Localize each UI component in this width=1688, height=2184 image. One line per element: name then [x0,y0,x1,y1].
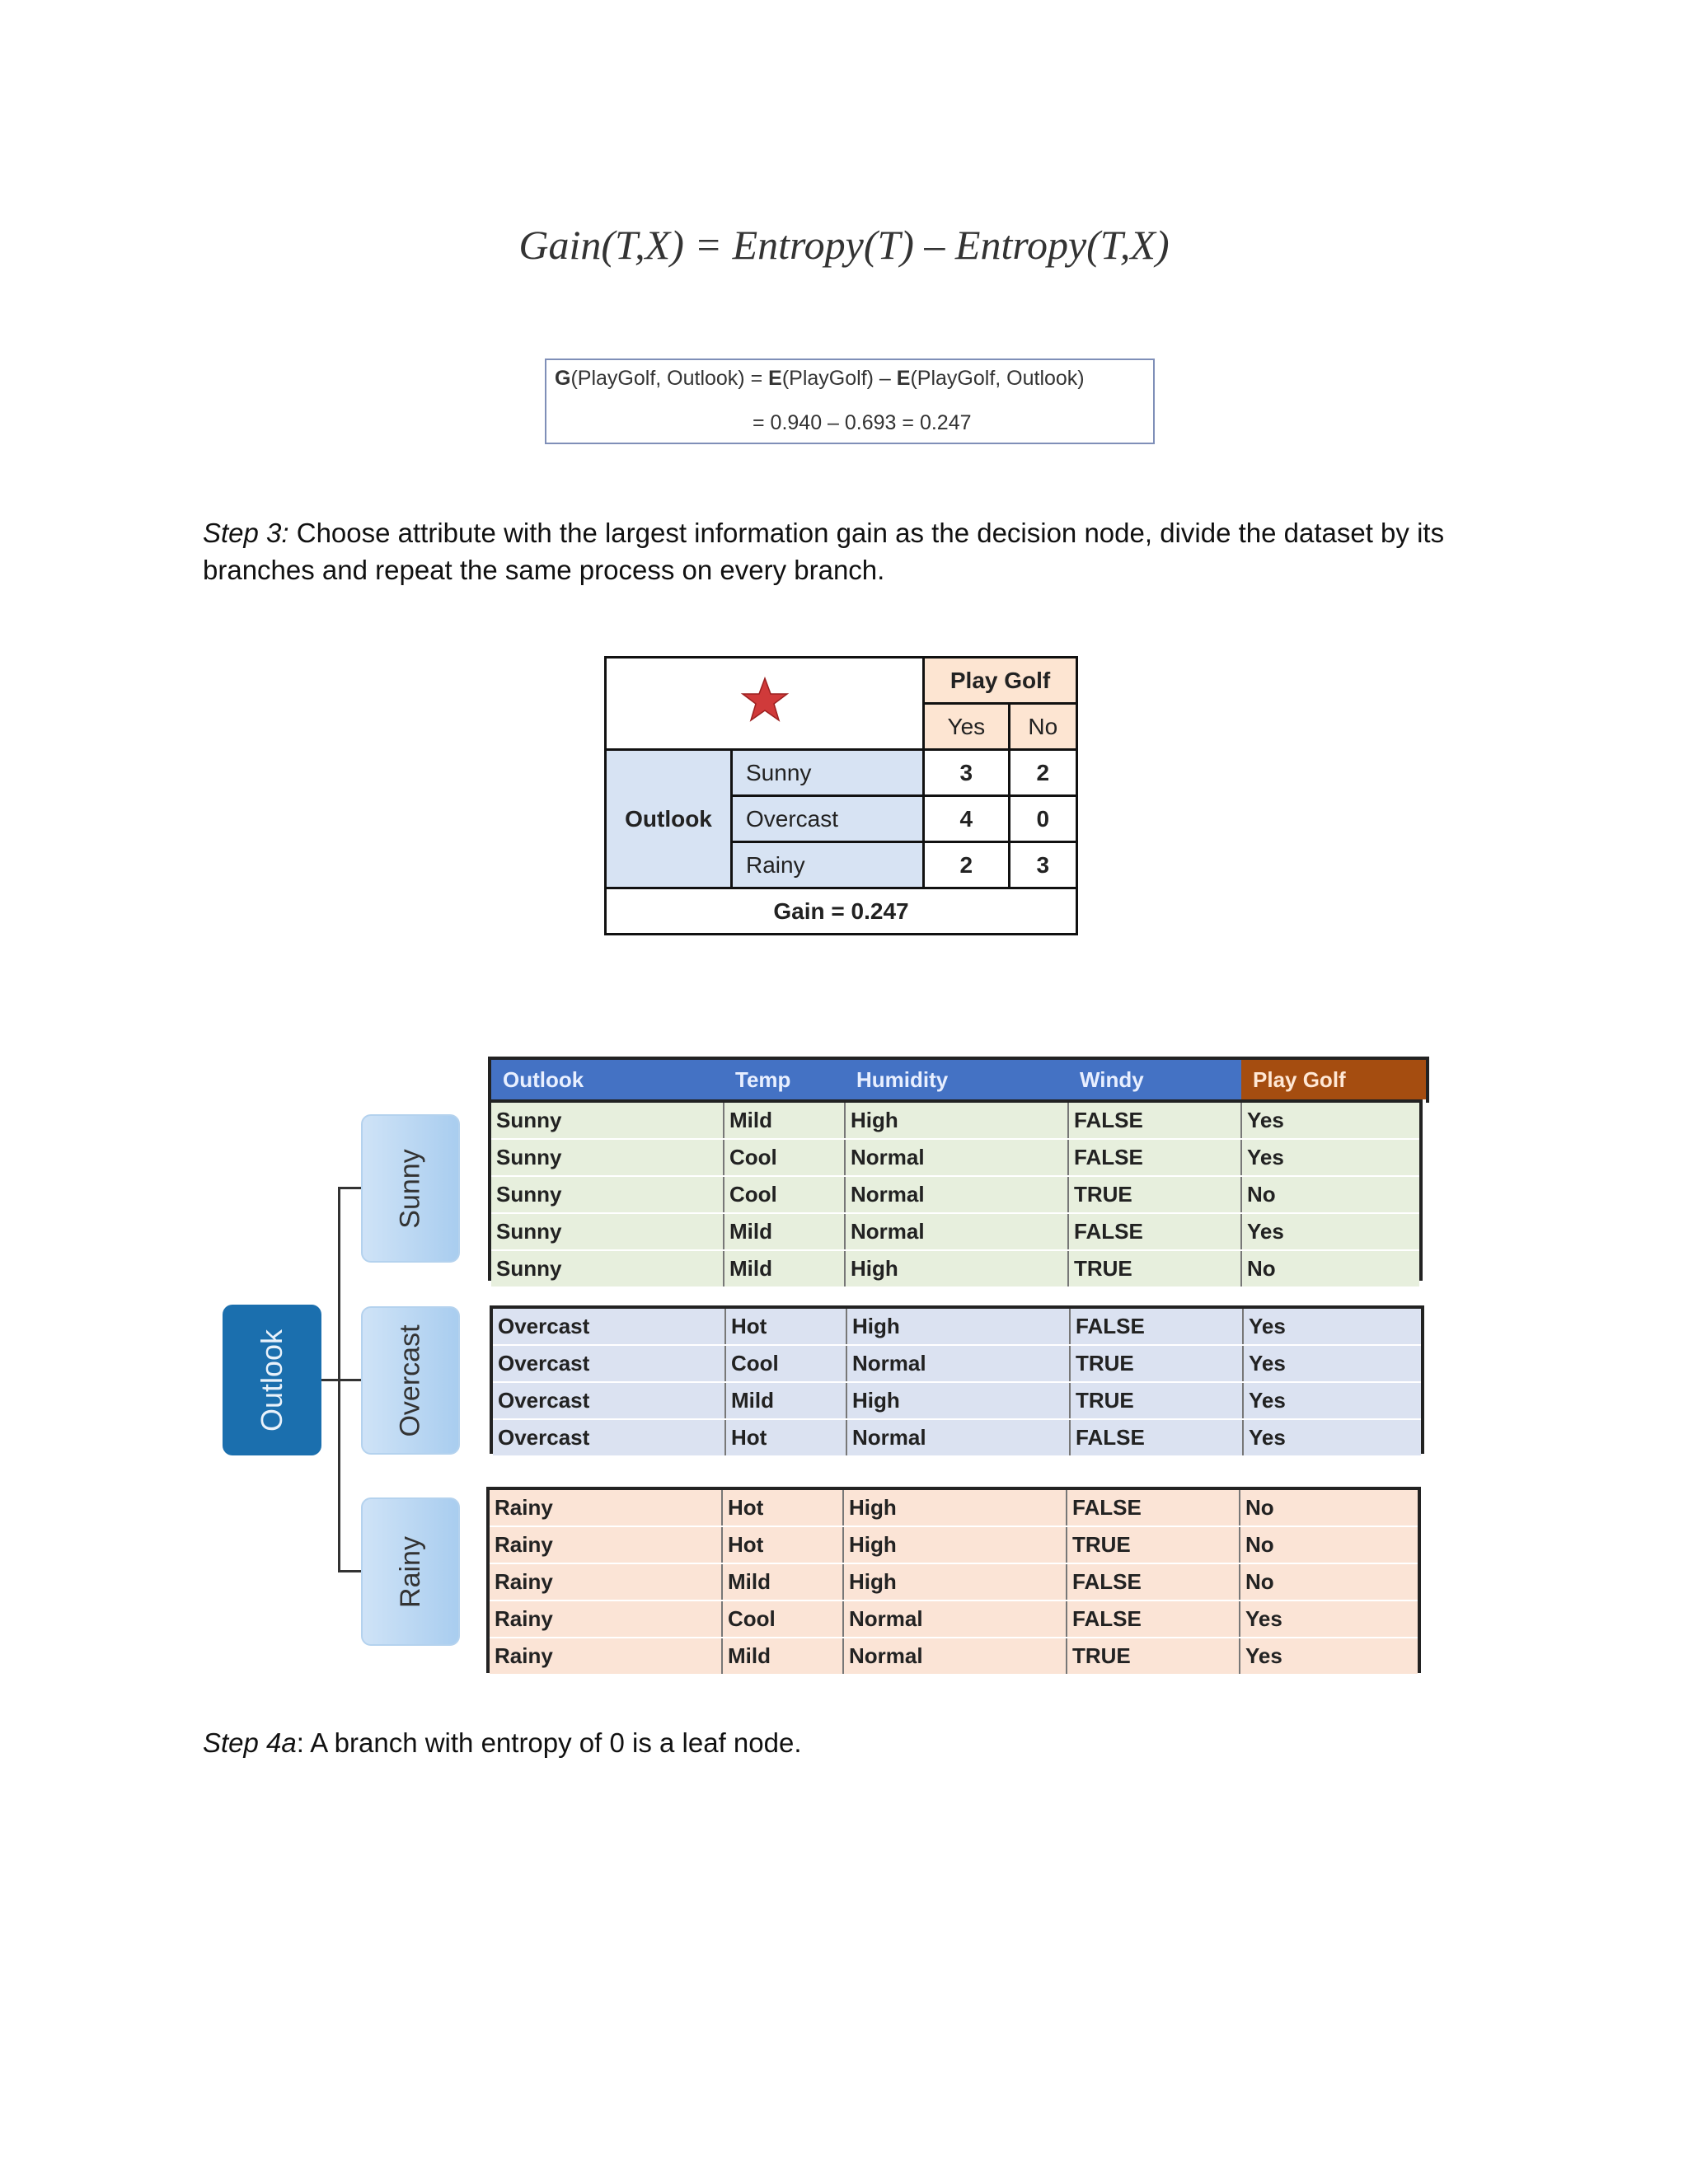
cell-temp: Mild [724,1213,845,1250]
overcast-table [490,1305,1424,1454]
cell-temp: Mild [724,1103,845,1139]
cell-humidity: High [843,1526,1067,1563]
cell-windy: FALSE [1067,1563,1240,1601]
cell-temp: Mild [725,1382,846,1419]
gain-computation-box [545,359,1155,444]
branch-label-rainy: Rainy [394,1535,426,1608]
cell-temp: Mild [722,1563,843,1601]
cell-humidity: High [843,1490,1067,1526]
cell-outlook: Rainy [490,1563,722,1601]
cell-temp: Cool [724,1176,845,1213]
cell-temp: Cool [725,1345,846,1382]
cell-outlook: Sunny [491,1103,724,1139]
cell-outlook: Rainy [490,1638,722,1675]
table-row [493,1345,1421,1382]
target-header: Play Golf [924,658,1077,704]
data-table-header [488,1057,1429,1103]
cell-temp: Cool [724,1139,845,1176]
cell-outlook: Overcast [493,1309,725,1345]
count-overcast-no: 0 [1009,796,1076,842]
header-play-golf: Play Golf [1241,1060,1426,1099]
count-rainy-no: 3 [1009,842,1076,888]
cell-play-golf: No [1241,1176,1419,1213]
cell-windy: FALSE [1067,1490,1240,1526]
sunny-table [488,1099,1423,1281]
cell-windy: FALSE [1068,1213,1241,1250]
gain-value: Gain = 0.247 [606,888,1077,935]
branch-connector-rainy [338,1570,361,1572]
header-humidity: Humidity [845,1060,1068,1099]
cell-humidity: High [846,1382,1070,1419]
attribute-label: Outlook [606,750,732,888]
table-row [490,1526,1418,1563]
cell-outlook: Rainy [490,1490,722,1526]
cell-windy: FALSE [1068,1103,1241,1139]
cell-temp: Cool [722,1601,843,1638]
root-connector [321,1379,340,1381]
branch-node-overcast [361,1306,460,1455]
cell-windy: TRUE [1067,1638,1240,1675]
cell-outlook: Rainy [490,1526,722,1563]
table-row [490,1638,1418,1675]
cell-humidity: Normal [845,1213,1068,1250]
cell-temp: Hot [725,1419,846,1456]
frequency-table [604,656,1078,934]
table-row [490,1490,1418,1526]
table-row [491,1139,1419,1176]
cell-play-golf: Yes [1243,1309,1421,1345]
cell-temp: Hot [722,1490,843,1526]
cell-windy: TRUE [1068,1250,1241,1287]
cell-humidity: High [846,1309,1070,1345]
cell-play-golf: Yes [1240,1638,1418,1675]
branch-node-sunny [361,1114,460,1263]
cell-play-golf: No [1240,1526,1418,1563]
branch-label-sunny: Sunny [394,1148,426,1229]
table-row [493,1419,1421,1456]
cell-windy: FALSE [1070,1419,1243,1456]
cell-outlook: Sunny [491,1213,724,1250]
header-temp: Temp [724,1060,845,1099]
cell-humidity: Normal [843,1638,1067,1675]
step3-line2: branches and repeat the same process on every branch. [203,555,885,585]
cell-play-golf: Yes [1241,1213,1419,1250]
no-header: No [1009,704,1076,750]
table-row [491,1176,1419,1213]
branch-connector-overcast [338,1379,361,1381]
count-overcast-yes: 4 [924,796,1009,842]
cell-humidity: High [843,1563,1067,1601]
gain-symbol: G [555,367,571,390]
cell-temp: Mild [724,1250,845,1287]
rainy-table [486,1487,1421,1673]
cell-play-golf: No [1241,1250,1419,1287]
star-icon [740,676,790,725]
table-row [490,1601,1418,1638]
table-row [491,1213,1419,1250]
cell-temp: Hot [722,1526,843,1563]
header-outlook: Outlook [491,1060,724,1099]
cell-windy: FALSE [1067,1601,1240,1638]
cell-humidity: Normal [846,1345,1070,1382]
count-sunny-yes: 3 [924,750,1009,796]
cell-play-golf: No [1240,1490,1418,1526]
count-sunny-no: 2 [1009,750,1076,796]
cell-play-golf: Yes [1241,1103,1419,1139]
branch-label-overcast: Overcast [394,1324,426,1437]
cell-outlook: Overcast [493,1382,725,1419]
value-overcast: Overcast [732,796,924,842]
cell-play-golf: Yes [1243,1345,1421,1382]
cell-play-golf: Yes [1240,1601,1418,1638]
header-windy: Windy [1068,1060,1241,1099]
cell-humidity: High [845,1103,1068,1139]
step3-line1 [203,518,1444,549]
table-row [491,1250,1419,1287]
step3-label: Step 3: [203,518,289,548]
cell-outlook: Sunny [491,1250,724,1287]
gain-args: (PlayGolf, Outlook) = [570,367,769,390]
step3-text-1: Choose attribute with the largest information gain as the decision node, divide the dataset by its [288,518,1445,548]
root-label: Outlook [255,1329,289,1432]
cell-outlook: Rainy [490,1601,722,1638]
cell-windy: TRUE [1070,1345,1243,1382]
branch-connector-sunny [338,1187,361,1189]
cell-outlook: Overcast [493,1345,725,1382]
cell-windy: TRUE [1067,1526,1240,1563]
cell-outlook: Overcast [493,1419,725,1456]
entropy-symbol-1: E [768,367,782,390]
step4a-label: Step 4a [203,1727,297,1758]
cell-play-golf: Yes [1243,1382,1421,1419]
table-row [493,1309,1421,1345]
cell-play-golf: No [1240,1563,1418,1601]
cell-windy: FALSE [1070,1309,1243,1345]
cell-humidity: Normal [845,1176,1068,1213]
cell-windy: TRUE [1070,1382,1243,1419]
value-rainy: Rainy [732,842,924,888]
cell-humidity: Normal [843,1601,1067,1638]
gain-expression [555,367,1085,391]
star-cell [606,658,924,750]
step4a-text: : A branch with entropy of 0 is a leaf node. [296,1727,802,1758]
cell-temp: Mild [722,1638,843,1675]
cell-play-golf: Yes [1243,1419,1421,1456]
cell-outlook: Sunny [491,1176,724,1213]
branch-node-rainy [361,1497,460,1646]
value-sunny: Sunny [732,750,924,796]
table-row [493,1382,1421,1419]
gain-formula: Gain(T,X) = Entropy(T) – Entropy(T,X) [518,222,1170,268]
root-node-outlook [223,1305,321,1455]
cell-humidity: High [845,1250,1068,1287]
entropy-symbol-2: E [896,367,911,390]
gain-result: = 0.940 – 0.693 = 0.247 [753,411,972,434]
cell-humidity: Normal [846,1419,1070,1456]
cell-outlook: Sunny [491,1139,724,1176]
table-row [490,1563,1418,1601]
entropy-args-2: (PlayGolf, Outlook) [910,367,1085,390]
cell-windy: TRUE [1068,1176,1241,1213]
count-rainy-yes: 2 [924,842,1009,888]
cell-temp: Hot [725,1309,846,1345]
cell-windy: FALSE [1068,1139,1241,1176]
step4a-line [203,1727,802,1759]
yes-header: Yes [924,704,1009,750]
table-row [491,1103,1419,1139]
cell-humidity: Normal [845,1139,1068,1176]
entropy-args-1: (PlayGolf) – [781,367,897,390]
cell-play-golf: Yes [1241,1139,1419,1176]
